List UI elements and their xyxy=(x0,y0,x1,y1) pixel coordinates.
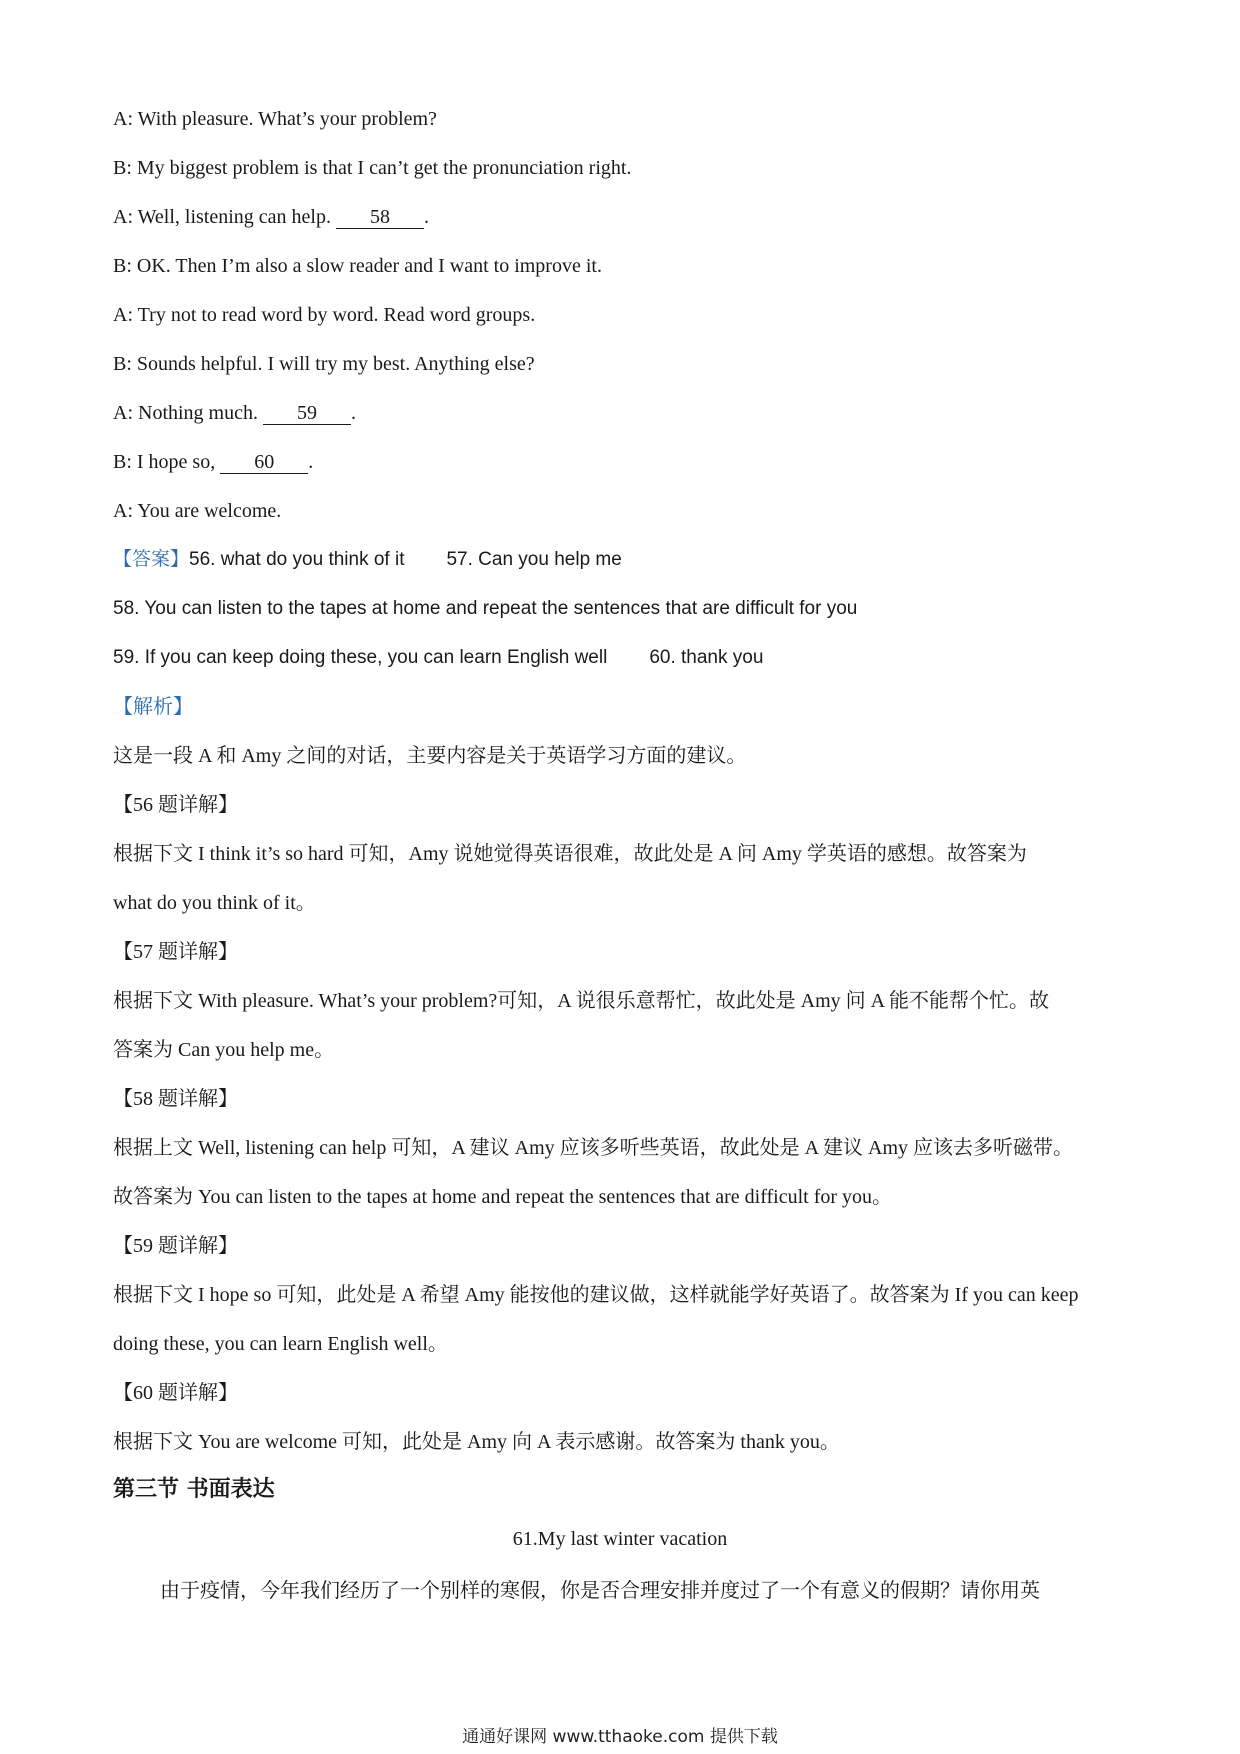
blank-58: 58 xyxy=(336,206,424,229)
dialogue-line: A: Try not to read word by word. Read word groups. xyxy=(113,304,536,326)
dialogue-line: B: Sounds helpful. I will try my best. Anything else? xyxy=(113,353,535,375)
answer-59: 59. If you can keep doing these, you can learn English well xyxy=(113,647,608,668)
q58-text: 根据上文 Well, listening can help 可知，A 建议 Amy 应该多听些英语，故此处是 A 建议 Amy 应该去多听磁带。 xyxy=(113,1137,1074,1159)
q56-text: 根据下文 I think it’s so hard 可知，Amy 说她觉得英语很难，故此处是 A 问 Amy 学英语的感想。故答案为 xyxy=(113,843,1027,865)
q59-text: doing these, you can learn English well。 xyxy=(113,1333,448,1355)
dialogue-line: B: OK. Then I’m also a slow reader and I want to improve it. xyxy=(113,255,602,277)
q57-title: 【57 题详解】 xyxy=(113,941,238,963)
q58-title: 【58 题详解】 xyxy=(113,1088,238,1110)
q60-title: 【60 题详解】 xyxy=(113,1382,238,1404)
answer-57: 57. Can you help me xyxy=(446,549,622,570)
dialogue-line: A: With pleasure. What’s your problem? xyxy=(113,108,437,130)
dialogue-line: B: I hope so, 60 . xyxy=(113,451,314,473)
q58-text: 故答案为 You can listen to the tapes at home and repeat the sentences that are difficult for you。 xyxy=(113,1186,893,1208)
q60-text: 根据下文 You are welcome 可知，此处是 Amy 向 A 表示感谢。故答案为 thank you。 xyxy=(113,1431,840,1453)
page-footer: 通通好课网 www.tthaoke.com 提供下载 xyxy=(462,1727,778,1747)
blank-59: 59 xyxy=(263,402,351,425)
dialogue-line: A: You are welcome. xyxy=(113,500,282,522)
dialogue-line: A: Well, listening can help. 58 . xyxy=(113,206,429,228)
answer-60: 60. thank you xyxy=(649,647,764,668)
q59-text: 根据下文 I hope so 可知，此处是 A 希望 Amy 能按他的建议做，这样就能学好英语了。故答案为 If you can keep xyxy=(113,1284,1079,1306)
q59-title: 【59 题详解】 xyxy=(113,1235,238,1257)
dialogue-line: A: Nothing much. 59 . xyxy=(113,402,356,424)
dialogue-text: B: I hope so, xyxy=(113,451,221,473)
q57-text: 答案为 Can you help me。 xyxy=(113,1039,335,1061)
answer-line xyxy=(113,644,1140,672)
q56-title: 【56 题详解】 xyxy=(113,794,238,816)
answer-line xyxy=(113,546,1140,574)
answer-56: 56. what do you think of it xyxy=(189,549,405,570)
essay-intro: 由于疫情，今年我们经历了一个别样的寒假，你是否合理安排并度过了一个有意义的假期？请你用英 xyxy=(160,1580,1040,1602)
answer-58: 58. You can listen to the tapes at home and repeat the sentences that are difficult for you xyxy=(113,598,858,619)
section-heading: 第三节 书面表达 xyxy=(113,1477,275,1502)
dialogue-text: A: Nothing much. xyxy=(113,402,263,424)
analysis-tag: 【解析】 xyxy=(113,696,193,718)
analysis-summary: 这是一段 A 和 Amy 之间的对话，主要内容是关于英语学习方面的建议。 xyxy=(113,745,747,767)
blank-60: 60 xyxy=(220,451,308,474)
essay-title: 61.My last winter vacation xyxy=(512,1528,728,1550)
q57-text: 根据下文 With pleasure. What’s your problem?可知，A 说很乐意帮忙，故此处是 Amy 问 A 能不能帮个忙。故 xyxy=(113,990,1049,1012)
dialogue-text: A: Well, listening can help. xyxy=(113,206,336,228)
dialogue-line: B: My biggest problem is that I can’t get the pronunciation right. xyxy=(113,157,632,179)
answer-tag: 【答案】 xyxy=(113,549,190,570)
q56-text: what do you think of it。 xyxy=(113,892,316,914)
